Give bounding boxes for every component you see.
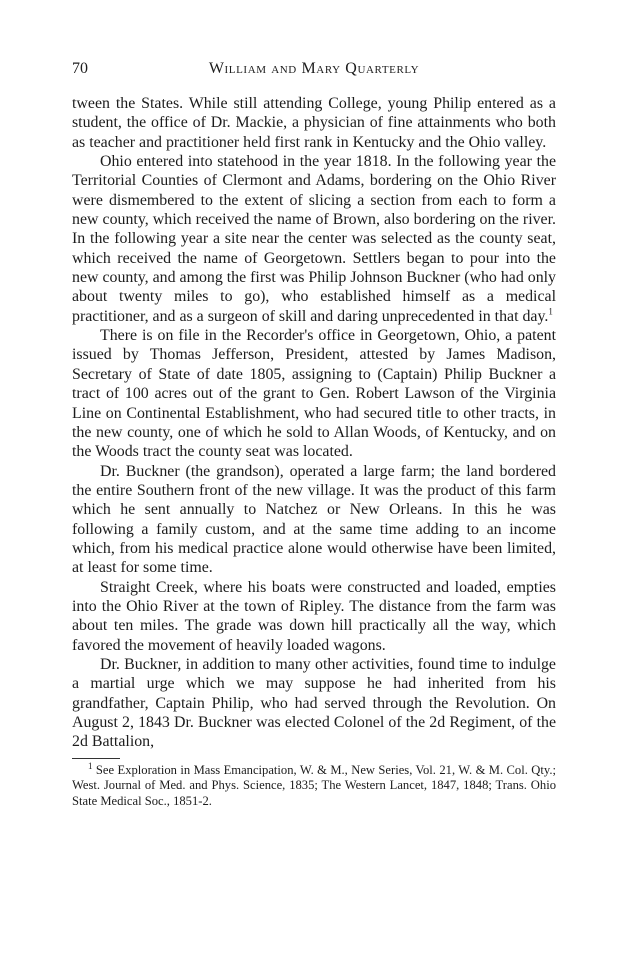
paragraph-text: Dr. Buckner (the grandson), operated a large farm; the land bordered the entire Southern front of the new village. It was the product of this farm which he sent annually to Natchez or New Orleans. In this he was following a family custom, and at the same time adding to an income which, from his medical practice alone would otherwise have been limited, at least for some time. — [72, 462, 556, 577]
page-header — [72, 58, 556, 84]
running-title: William and Mary Quarterly — [208, 60, 420, 77]
paragraph — [72, 578, 556, 655]
footnote — [72, 760, 556, 810]
paragraph — [72, 462, 556, 578]
footnote-reference[interactable]: 1 — [548, 306, 553, 317]
page — [72, 58, 556, 809]
paragraph-text: Ohio entered into statehood in the year 1818. In the following year the Territorial Counties of Clermont and Adams, bordering on the Ohio River were dismembered to the extent of slicing a section from each to form a new county, which received the name of Brown, also bordering on the river. In the following year a site near the center was selected as the county seat, which received the name of Georgetown. Settlers began to pour into the new county, and among the first was Philip Johnson Buckner (who had only about twenty miles to go), who established himself as a medical practitioner, and as a surgeon of skill and daring unprecedented in that day. — [72, 153, 557, 325]
footnote-marker: 1 — [88, 760, 93, 771]
paragraph — [72, 94, 556, 152]
paragraph — [72, 655, 556, 752]
paragraph-text: There is on file in the Recorder's office in Georgetown, Ohio, a patent issued by Thomas Jefferson, President, attested by James Madison, Secretary of State of date 1805, assigning to (Captain) Philip Buckner a tract of 100 acres out of the grant to Gen. Robert Lawson of the Virginia Line on Continental Establishment, who had secured title to other tracts, in the new county, one of which he sold to Allan Woods, of Kentucky, and on the Woods tract the county seat was located. — [72, 327, 556, 461]
body-text — [72, 94, 556, 752]
paragraph-text: Dr. Buckner, in addition to many other activities, found time to indulge a martial urge which we may suppose he had inherited from his grandfather, Captain Philip, who had served through the Revolution. On August 2, 1843 Dr. Buckner was elected Colonel of the 2d Regiment, of the 2d Battalion, — [72, 655, 556, 751]
paragraph — [72, 152, 556, 326]
footnote-divider — [72, 758, 120, 759]
page-number: 70 — [72, 60, 88, 77]
footnote-text: See Exploration in Mass Emancipation, W. & M., New Series, Vol. 21, W. & M. Col. Qty.; West. Journal of Med. and Phys. Science, 1835; The Western Lancet, 1847, 1848; Trans. Ohio State Medical Soc., 1851-2. — [72, 762, 556, 808]
paragraph-text: Straight Creek, where his boats were constructed and loaded, empties into the Ohio River at the town of Ripley. The distance from the farm was about ten miles. The grade was down hill practically all the way, which favored the movement of heavily loaded wagons. — [72, 578, 556, 654]
paragraph — [72, 326, 556, 461]
paragraph-text: tween the States. While still attending College, young Philip entered as a student, the office of Dr. Mackie, a physician of fine attainments who both as teacher and practitioner held first rank in Kentucky and the Ohio valley. — [72, 95, 556, 151]
